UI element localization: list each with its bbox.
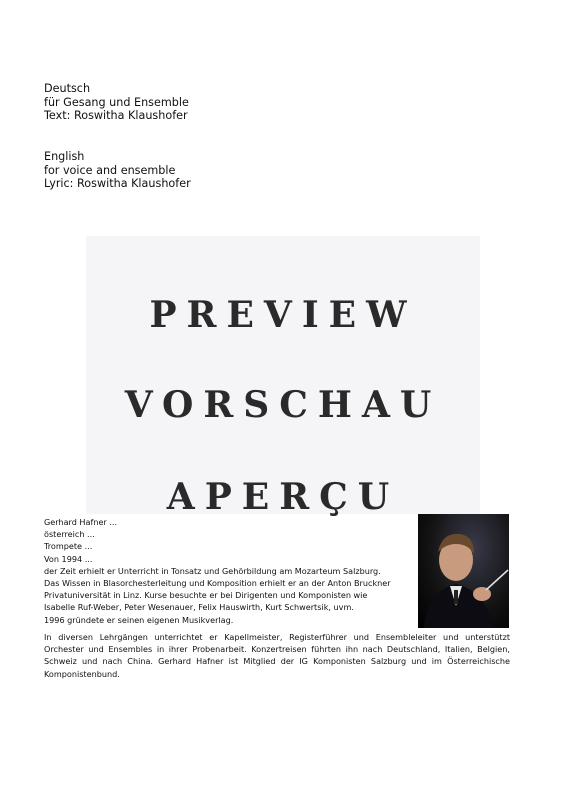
watermark-preview-text: PREVIEW: [149, 294, 417, 336]
composer-photo: [418, 514, 509, 628]
watermark-vorschau-text: VORSCHAU: [124, 384, 442, 426]
composer-portrait-illustration: [418, 514, 509, 628]
bio-line: österreich ...: [44, 529, 95, 540]
english-lyric-credit: Lyric: Roswitha Klaushofer: [44, 177, 191, 191]
bio-line: Trompete ...: [44, 541, 93, 552]
biography-paragraph-2: In diversen Lehrgängen unterrichtet er Kapellmeister, Registerführer und Ensembleleiter und unterstützt Orchester und Ensembles in ihrer Probenarbeit. Konzertreisen führten ihn nach Deutschland, Italien, Belgien, Schweiz und nach China. Gerhard Hafner ist Mitglied der IG Komponisten Salzburg und im Österreichische Komponistenbund.: [44, 632, 510, 679]
german-instrumentation: für Gesang und Ensemble: [44, 95, 189, 109]
bio-line: 1996 gründete er seinen eigenen Musikverlag.: [44, 614, 234, 625]
bio-line: Privatuniversität in Linz. Kurse besuchte er bei Dirigenten und Komponisten wie: [44, 590, 368, 601]
bio-line: der Zeit erhielt er Unterricht in Tonsatz und Gehörbildung am Mozarteum Salzburg.: [44, 565, 381, 576]
english-credits: [44, 150, 191, 191]
bio-line: Isabelle Ruf-Weber, Peter Wesenauer, Felix Hauswirth, Kurt Schwertsik, uvm.: [44, 602, 354, 613]
bio-line: Von 1994 ...: [44, 553, 93, 564]
german-credits: [44, 82, 189, 123]
english-instrumentation: for voice and ensemble: [44, 163, 176, 177]
bio-line: Gerhard Hafner ...: [44, 517, 118, 527]
german-language-label: Deutsch: [44, 82, 91, 95]
watermark-apercu-text: APERÇU: [166, 476, 400, 518]
bio-line: Das Wissen in Blasorchesterleitung und Komposition erhielt er an der Anton Bruckner: [44, 578, 391, 589]
english-language-label: English: [44, 150, 85, 163]
german-text-credit: Text: Roswitha Klaushofer: [44, 109, 188, 123]
preview-watermark: [86, 236, 480, 518]
